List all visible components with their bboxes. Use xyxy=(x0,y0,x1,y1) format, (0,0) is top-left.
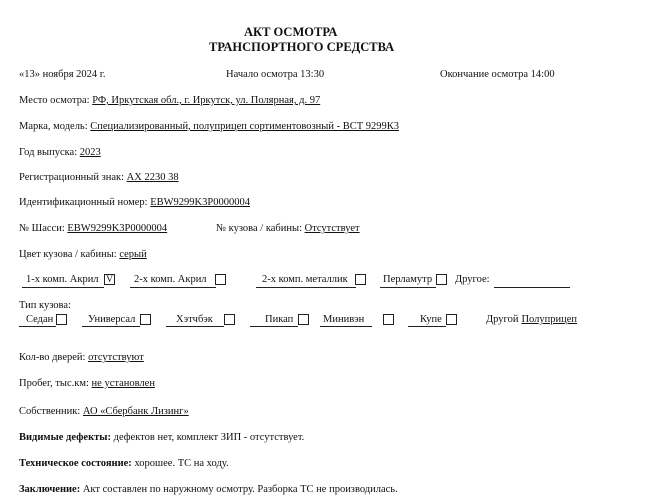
inspection-date: «13» ноября 2024 г. xyxy=(19,69,106,80)
place-value: РФ, Иркутская обл., г. Иркутск, ул. Полярная, д. 97 xyxy=(92,95,321,106)
paint-opt1-checkbox[interactable]: V xyxy=(104,274,115,285)
paint-opt4-label: Перламутр xyxy=(383,274,433,285)
body-number-label: № кузова / кабины: xyxy=(216,223,302,234)
paint-opt4-checkbox[interactable] xyxy=(436,274,447,285)
body-opt6-underline xyxy=(408,326,446,327)
body-opt2-label: Универсал xyxy=(88,314,136,325)
owner-label: Собственник: xyxy=(19,406,81,417)
paint-opt3-checkbox[interactable] xyxy=(355,274,366,285)
make-label: Марка, модель: xyxy=(19,121,88,132)
body-opt1-underline xyxy=(19,326,56,327)
body-opt5-label: Минивэн xyxy=(323,314,365,325)
chassis-value: EBW9299K3P0000004 xyxy=(67,223,168,234)
vin-label: Идентификационный номер: xyxy=(19,197,148,208)
body-opt1-checkbox[interactable] xyxy=(56,314,67,325)
paint-opt2-underline xyxy=(130,287,216,288)
body-opt6-checkbox[interactable] xyxy=(446,314,457,325)
paint-opt1-label: 1-х комп. Акрил xyxy=(26,274,99,285)
body-opt2-underline xyxy=(82,326,140,327)
body-opt4-label: Пикап xyxy=(265,314,294,325)
mileage-label: Пробег, тыс.км: xyxy=(19,378,89,389)
body-opt5-underline xyxy=(320,326,372,327)
paint-opt5-label: Другое: xyxy=(455,274,490,285)
plate-value: АХ 2230 38 xyxy=(126,172,179,183)
body-number-row xyxy=(216,224,360,235)
body-opt3-underline xyxy=(166,326,224,327)
defects-value: дефектов нет, комплект ЗИП - отсутствует. xyxy=(113,432,305,443)
color-label: Цвет кузова / кабины: xyxy=(19,249,117,260)
tech-state-label: Техническое состояние: xyxy=(19,458,132,469)
make-row xyxy=(19,122,399,133)
conclusion-row xyxy=(19,485,398,496)
body-number-value: Отсутствует xyxy=(304,223,360,234)
paint-opt3-label: 2-х комп. металлик xyxy=(262,274,348,285)
paint-opt2-checkbox[interactable] xyxy=(215,274,226,285)
year-row xyxy=(19,148,101,159)
mileage-value: не установлен xyxy=(91,378,155,389)
doors-label: Кол-во дверей: xyxy=(19,352,86,363)
vin-row xyxy=(19,198,250,209)
inspection-start: Начало осмотра 13:30 xyxy=(226,69,325,80)
defects-row xyxy=(19,433,304,444)
body-opt2-checkbox[interactable] xyxy=(140,314,151,325)
tech-state-value: хорошее. ТС на ходу. xyxy=(134,458,229,469)
body-opt4-underline xyxy=(250,326,298,327)
body-opt7-value: Полуприцеп xyxy=(521,314,578,325)
body-opt7-row xyxy=(486,315,577,326)
color-value: серый xyxy=(119,249,147,260)
year-label: Год выпуска: xyxy=(19,147,78,158)
chassis-label: № Шасси: xyxy=(19,223,65,234)
tech-state-row xyxy=(19,459,229,470)
year-value: 2023 xyxy=(79,147,101,158)
paint-opt4-underline xyxy=(380,287,436,288)
title-line-2: ТРАНСПОРТНОГО СРЕДСТВА xyxy=(209,40,395,54)
plate-row xyxy=(19,173,179,184)
body-opt7-label: Другой xyxy=(486,314,519,325)
defects-label: Видимые дефекты: xyxy=(19,432,111,443)
paint-opt3-underline xyxy=(256,287,356,288)
owner-row xyxy=(19,407,189,418)
owner-value: АО «Сбербанк Лизинг» xyxy=(82,406,189,417)
body-opt1-label: Седан xyxy=(26,314,54,325)
paint-opt2-label: 2-х комп. Акрил xyxy=(134,274,207,285)
body-opt5-checkbox[interactable] xyxy=(383,314,394,325)
inspection-end: Окончание осмотра 14:00 xyxy=(440,69,555,80)
conclusion-value: Акт составлен по наружному осмотру. Разборка ТС не производилась. xyxy=(82,484,398,495)
place-row xyxy=(19,96,320,107)
chassis-row xyxy=(19,224,167,235)
place-label: Место осмотра: xyxy=(19,95,90,106)
body-opt3-label: Хэтчбэк xyxy=(176,314,213,325)
color-row xyxy=(19,250,147,261)
mileage-row xyxy=(19,379,155,390)
body-opt6-label: Купе xyxy=(420,314,442,325)
doors-row xyxy=(19,353,144,364)
doors-value: отсутствуют xyxy=(88,352,144,363)
body-opt3-checkbox[interactable] xyxy=(224,314,235,325)
title-line-1: АКТ ОСМОТРА xyxy=(244,25,338,39)
conclusion-label: Заключение: xyxy=(19,484,81,495)
make-value: Специализированный, полуприцеп сортиментовозный - ВСТ 9299К3 xyxy=(90,121,400,132)
paint-opt1-underline xyxy=(22,287,104,288)
paint-other-field[interactable] xyxy=(494,287,570,288)
vin-value: EBW9299K3P0000004 xyxy=(150,197,250,208)
body-type-label: Тип кузова: xyxy=(19,300,71,311)
body-opt4-checkbox[interactable] xyxy=(298,314,309,325)
plate-label: Регистрационный знак: xyxy=(19,172,125,183)
